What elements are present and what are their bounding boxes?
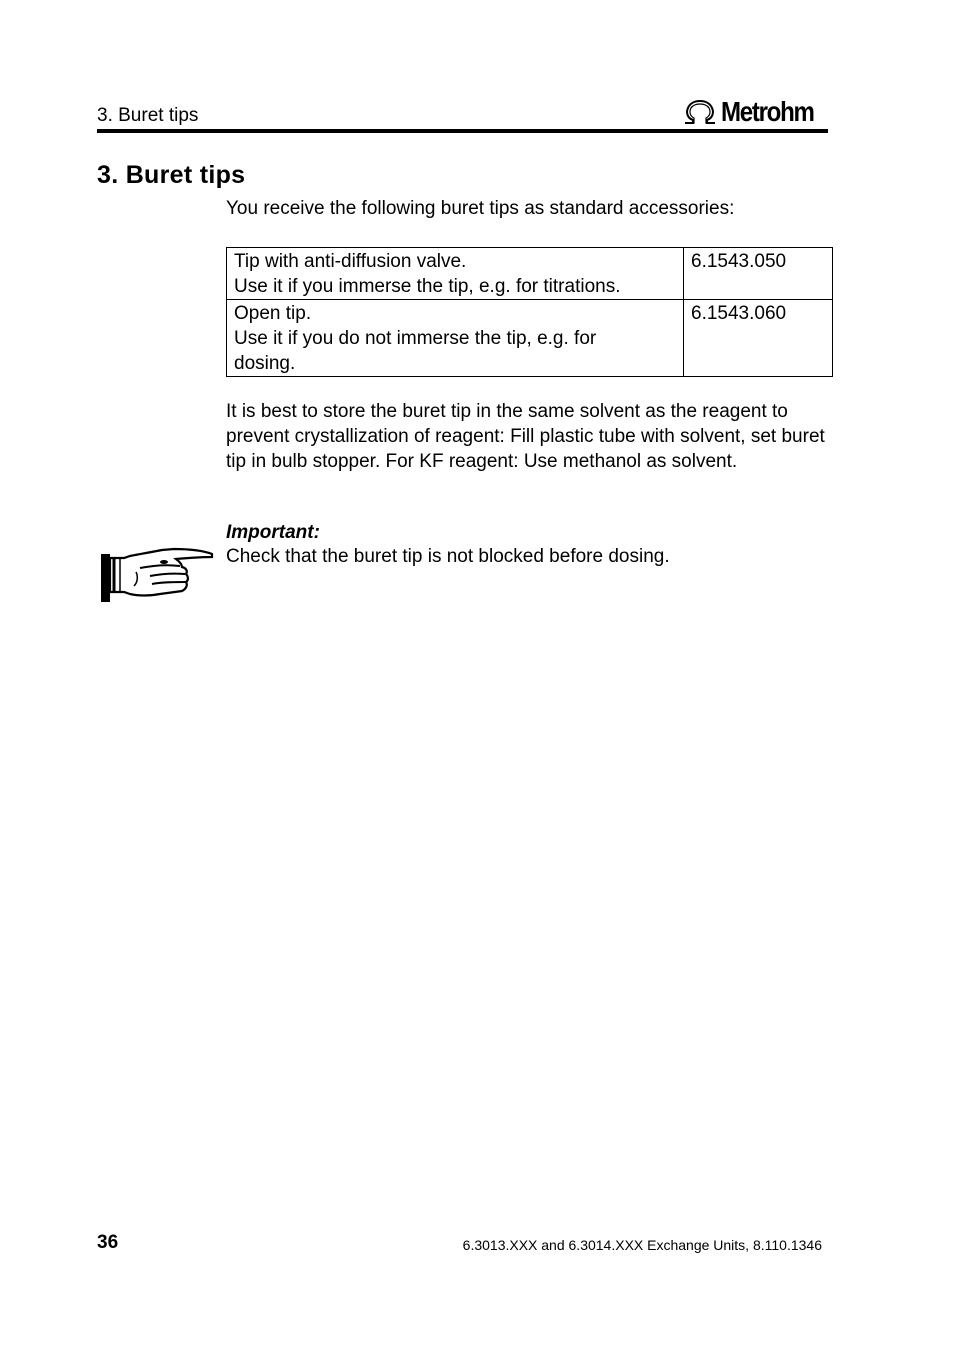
tip-name: Tip with anti-diffusion valve. <box>234 251 467 272</box>
buret-tips-table <box>226 247 833 377</box>
tip-usage: Use it if you immerse the tip, e.g. for titrations. <box>234 276 621 297</box>
part-number-cell: 6.1543.050 <box>684 248 833 300</box>
important-label: Important: <box>226 522 320 543</box>
omega-logo-icon <box>682 99 718 125</box>
storage-paragraph: It is best to store the buret tip in the same solvent as the reagent to prevent crystallization of reagent: Fill plastic tube with solvent, set buret tip in bulb stopper. For KF reagent: Use methanol as solvent. <box>226 401 825 472</box>
table-row <box>227 300 833 377</box>
tip-description-cell <box>227 248 684 300</box>
logo-wordmark: Metrohm <box>721 96 814 127</box>
document-reference: 6.3013.XXX and 6.3014.XXX Exchange Units, 8.110.1346 <box>462 1237 822 1253</box>
part-number-cell: 6.1543.060 <box>684 300 833 377</box>
tip-usage: Use it if you do not immerse the tip, e.g. for <box>234 328 597 349</box>
table-row <box>227 248 833 300</box>
intro-paragraph: You receive the following buret tips as standard accessories: <box>226 198 735 219</box>
running-header-title: 3. Buret tips <box>97 105 199 126</box>
tip-usage-continued: dosing. <box>234 353 296 374</box>
section-title: 3. Buret tips <box>97 161 246 189</box>
important-text: Check that the buret tip is not blocked before dosing. <box>226 546 670 567</box>
tip-name: Open tip. <box>234 303 312 324</box>
metrohm-logo <box>682 96 829 128</box>
tip-description-cell <box>227 300 684 377</box>
pointing-hand-icon <box>100 546 214 606</box>
page-number: 36 <box>97 1232 119 1253</box>
header-rule <box>97 129 828 133</box>
